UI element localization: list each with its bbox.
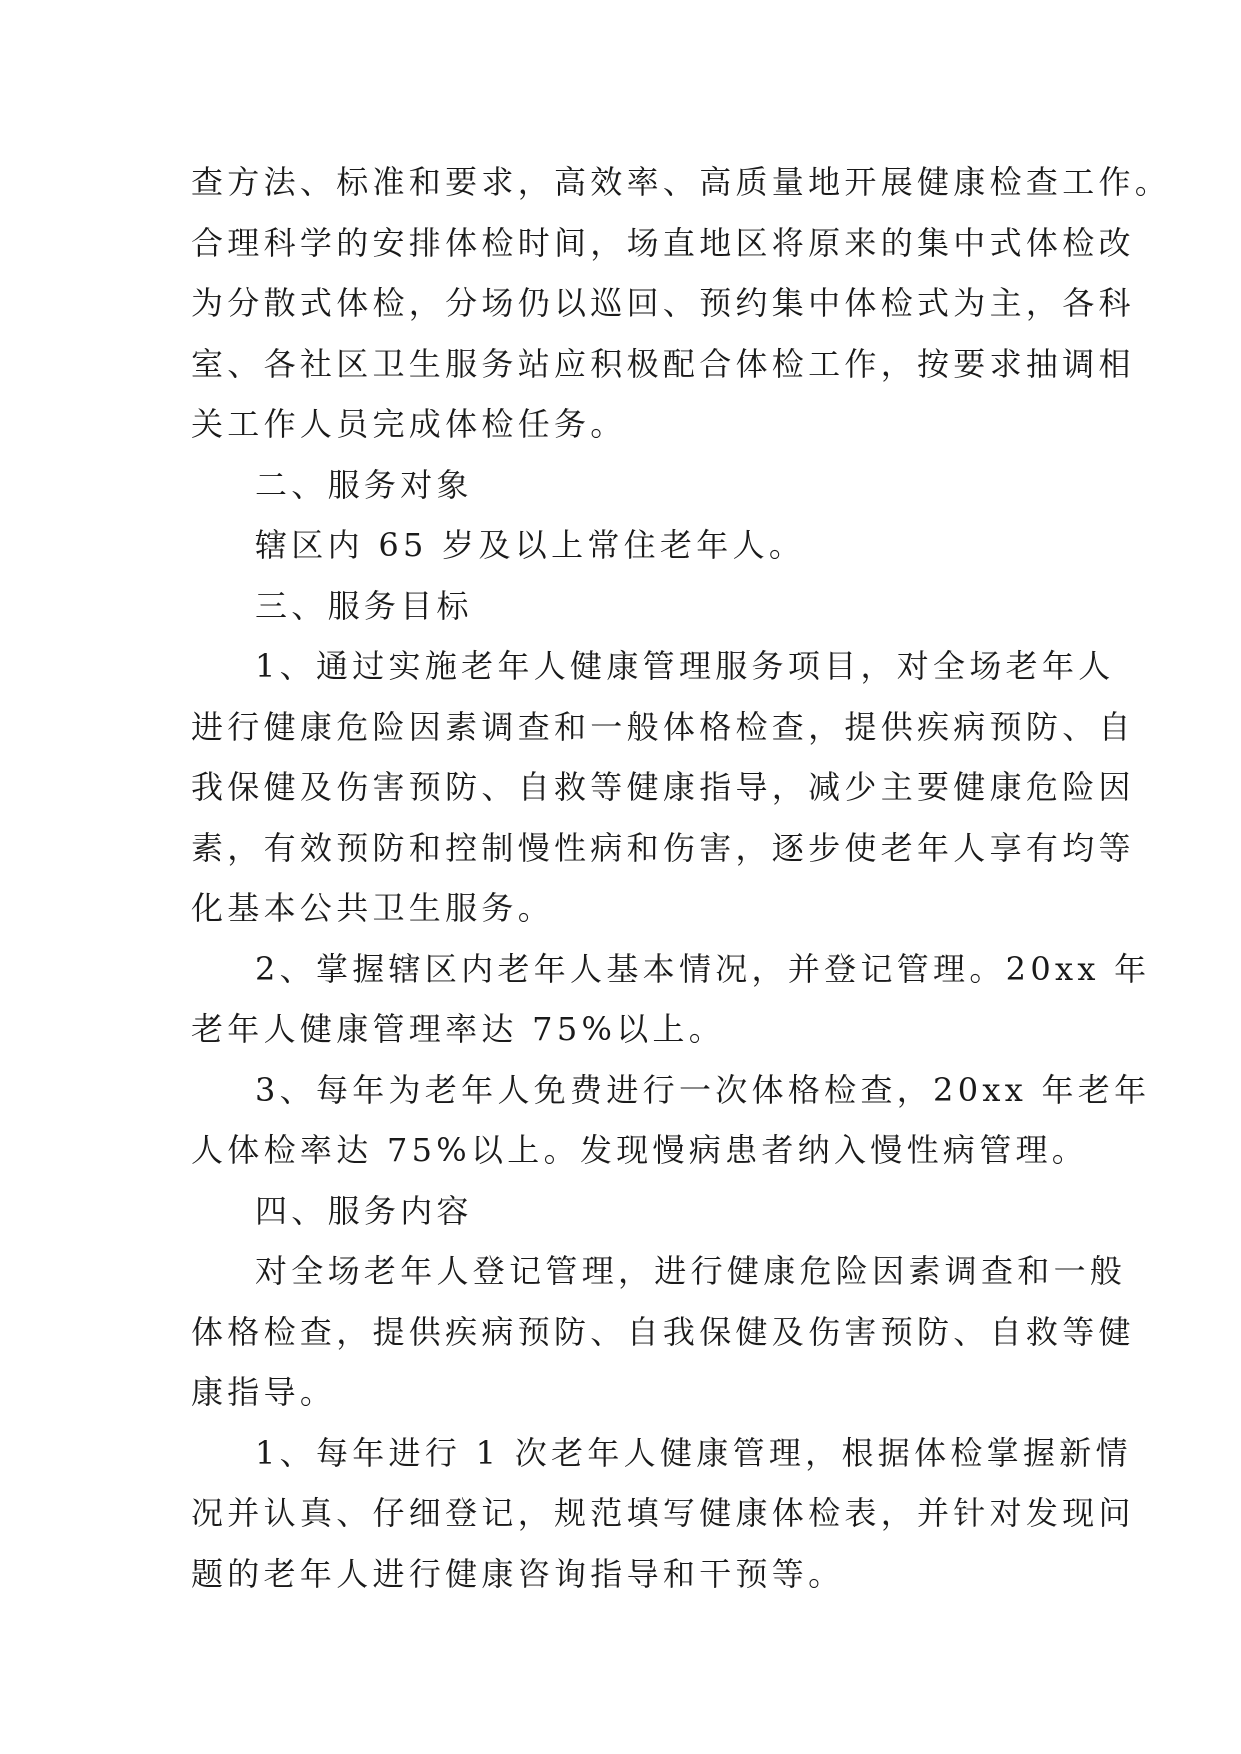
section-heading: 四、服务内容 [255,1191,473,1230]
document-body [191,152,1172,1604]
text-line: 素，有效预防和控制慢性病和伤害，逐步使老年人享有均等 [191,828,1135,867]
text-line: 查方法、标准和要求，高效率、高质量地开展健康检查工作。 [191,163,1172,201]
text-line: 人体检率达 75%以上。发现慢病患者纳入慢性病管理。 [191,1131,1089,1169]
text-line: 合理科学的安排体检时间，场直地区将原来的集中式体检改 [191,223,1135,262]
text-line: 况并认真、仔细登记，规范填写健康体检表，并针对发现问 [191,1494,1135,1532]
text-line: 辖区内 65 岁及以上常住老年人。 [255,526,806,564]
section-heading: 三、服务目标 [255,586,473,625]
text-line: 化基本公共卫生服务。 [191,889,555,927]
text-line: 对全场老年人登记管理，进行健康危险因素调查和一般 [255,1252,1127,1290]
text-line: 1、通过实施老年人健康管理服务项目，对全场老年人 [255,647,1115,685]
text-line: 1、每年进行 1 次老年人健康管理，根据体检掌握新情 [255,1433,1132,1472]
text-line: 老年人健康管理率达 75%以上。 [191,1010,726,1048]
text-line: 2、掌握辖区内老年人基本情况，并登记管理。20xx 年 [255,949,1151,988]
text-line: 3、每年为老年人免费进行一次体格检查，20xx 年老年 [255,1070,1151,1109]
section-heading: 二、服务对象 [255,465,473,504]
text-line: 康指导。 [191,1373,337,1411]
text-line: 题的老年人进行健康咨询指导和干预等。 [191,1554,845,1593]
text-line: 体格检查，提供疾病预防、自我保健及伤害预防、自救等健 [191,1312,1135,1351]
text-line: 室、各社区卫生服务站应积极配合体检工作，按要求抽调相 [191,344,1135,383]
text-line: 进行健康危险因素调查和一般体格检查，提供疾病预防、自 [191,707,1135,746]
text-line: 为分散式体检，分场仍以巡回、预约集中体检式为主，各科 [191,284,1135,322]
text-line: 我保健及伤害预防、自救等健康指导，减少主要健康危险因 [191,768,1135,806]
text-line: 关工作人员完成体检任务。 [191,405,627,443]
